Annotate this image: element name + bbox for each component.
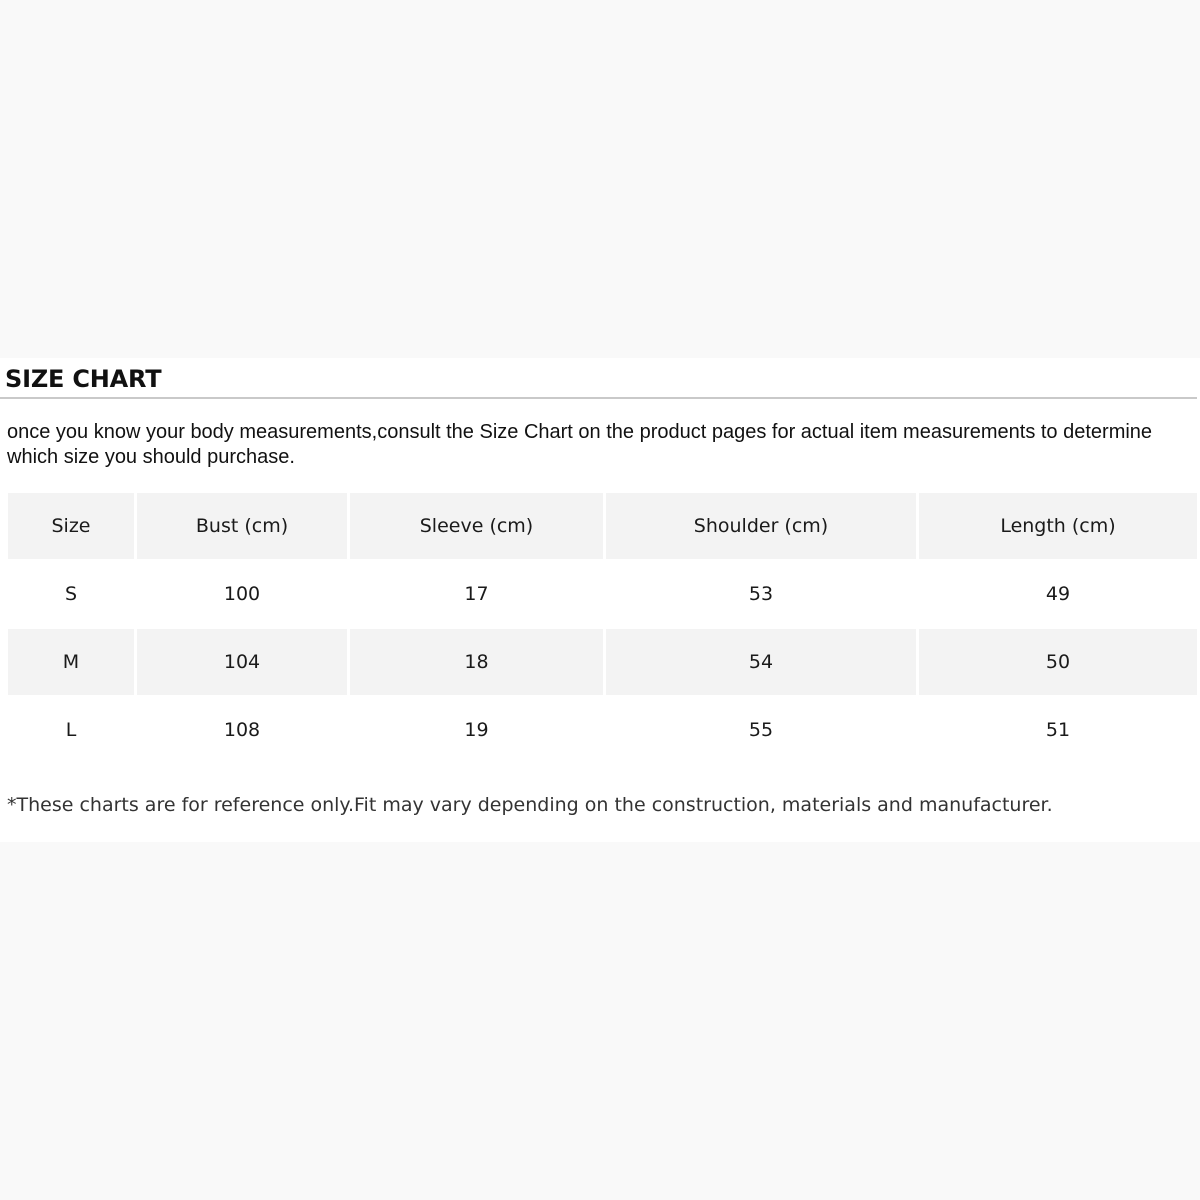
bust-cell: 108 bbox=[137, 695, 347, 765]
column-header-size: Size bbox=[8, 493, 134, 559]
shoulder-cell: 55 bbox=[606, 695, 916, 765]
column-header-bust: Bust (cm) bbox=[137, 493, 347, 559]
bust-cell: 104 bbox=[137, 629, 347, 695]
table-header-row bbox=[8, 493, 1197, 559]
table-row bbox=[8, 559, 1197, 629]
size-cell: S bbox=[8, 559, 134, 629]
shoulder-cell: 53 bbox=[606, 559, 916, 629]
sleeve-cell: 17 bbox=[350, 559, 603, 629]
size-cell: M bbox=[8, 629, 134, 695]
shoulder-cell: 54 bbox=[606, 629, 916, 695]
length-cell: 49 bbox=[919, 559, 1197, 629]
column-header-length: Length (cm) bbox=[919, 493, 1197, 559]
intro-text: once you know your body measurements,consult the Size Chart on the product pages for actual item measurements to determine which size you should purchase. bbox=[7, 421, 1153, 468]
length-cell: 50 bbox=[919, 629, 1197, 695]
bust-cell: 100 bbox=[137, 559, 347, 629]
title-divider bbox=[0, 397, 1197, 399]
size-cell: L bbox=[8, 695, 134, 765]
table-row bbox=[8, 629, 1197, 695]
table-row bbox=[8, 695, 1197, 765]
page-title: SIZE CHART bbox=[5, 365, 162, 393]
size-chart-panel bbox=[0, 358, 1200, 842]
length-cell: 51 bbox=[919, 695, 1197, 765]
column-header-shoulder: Shoulder (cm) bbox=[606, 493, 916, 559]
size-table bbox=[5, 493, 1200, 765]
sleeve-cell: 19 bbox=[350, 695, 603, 765]
column-header-sleeve: Sleeve (cm) bbox=[350, 493, 603, 559]
footnote: *These charts are for reference only.Fit may vary depending on the construction, materials and manufacturer. bbox=[7, 794, 1053, 816]
sleeve-cell: 18 bbox=[350, 629, 603, 695]
